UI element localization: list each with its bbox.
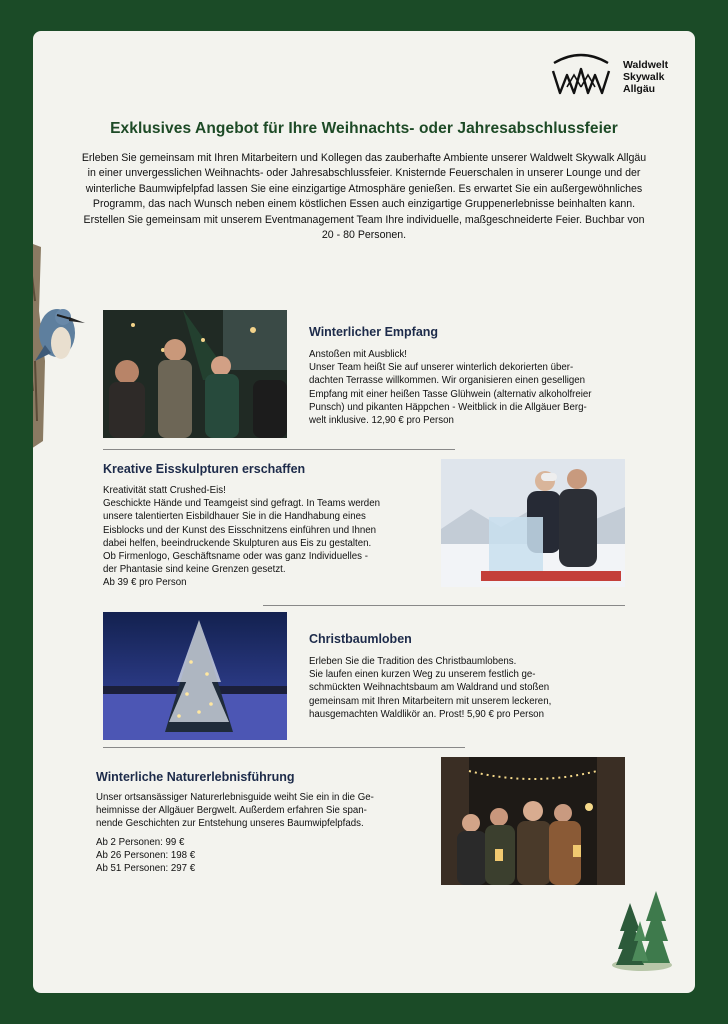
photo-winter-reception [103,310,287,438]
body-line: schmückten Weihnachtsbaum am Waldrand und stoßen [309,682,550,694]
body-line: nende Geschichten zur Entstehung unseres Baumwipfelpfads. [96,818,364,830]
body-line: Ab 39 € pro Person [103,577,187,589]
nuthatch-bird-illustration [33,241,85,451]
body-line: Sie laufen einen kurzen Weg zu unserem festlich ge- [309,669,536,681]
section-body-winterlicher-empfang [309,348,659,427]
section-title-naturerlebnisfuehrung: Winterliche Naturerlebnisführung [96,770,295,784]
logo-mark-icon [550,53,612,99]
section-title-winterlicher-empfang: Winterlicher Empfang [309,325,439,339]
intro-text: Erleben Sie gemeinsam mit Ihren Mitarbeitern und Kollegen das zauberhafte Ambiente unserer Waldwelt Skywalk Allgäu in einer unvergesslichen Weihnachts- oder Jahresabschlussfeier. Knisternde Feuerschalen in unserer Lounge und der winterliche Baumwipfelpfad lassen Sie eine einzigartige Atmosphäre genießen. Es erwartet Sie ein außergewöhnliches Programm, das nach Wunsch neben einem köstlichen Essen auch einzigartige Gruppenerlebnisse beinhalten kann. Erstellen Sie gemeinsam mit unserem Eventmanagement Team Ihre individuelle, maßgeschneiderte Feier. Buchbar von 20 - 80 Personen. [81,152,647,242]
page-title: Exklusives Angebot für Ihre Weihnachts- oder Jahresabschlussfeier [110,120,618,137]
body-line: der Phantasie sind keine Grenzen gesetzt. [103,564,286,576]
body-line: Kreativität statt Crushed-Eis! [103,485,226,496]
body-line: Ob Firmenlogo, Geschäftsname oder was ganz Individuelles - [103,551,368,563]
body-line: Anstoßen mit Ausblick! [309,349,407,360]
body-line: Punsch) und pikanten Häppchen - Weitblick in die Allgäuer Berg- [309,401,587,413]
logo [550,53,670,103]
body-line: unsere talentierten Eisbildhauer Sie in die Handhabung eines [103,511,366,523]
logo-line-3: Allgäu [623,83,656,95]
price-list [96,836,296,876]
body-line: welt inklusive. 12,90 € pro Person [309,415,454,427]
body-line: hausgemachten Waldlikör an. Prost! 5,90 € pro Person [309,708,544,720]
body-line: Unser Team heißt Sie auf unserer winterlich dekorierten über- [309,362,574,374]
body-line: dabei helfen, beeindruckende Skulpturen aus Eis zu gestalten. [103,537,372,549]
fir-trees-illustration [610,891,680,971]
price-item: Ab 2 Personen: 99 € [96,837,185,848]
divider [263,605,625,606]
flyer-page [33,31,695,993]
body-line: Empfang mit einer heißen Tasse Glühwein (alternativ alkoholfreier [309,388,592,400]
logo-line-1: Waldwelt [623,59,669,71]
divider [103,747,465,748]
section-body-christbaumloben [309,655,659,721]
photo-guided-tour [441,757,625,885]
body-line: Unser ortsansässiger Naturerlebnisguide weiht Sie ein in die Ge- [96,792,374,803]
body-line: Eisblocks und der Kunst des Eisschnitzens einführen und Ihnen [103,524,377,536]
price-item: Ab 51 Personen: 297 € [96,863,196,875]
body-line: Geschickte Hände und Teamgeist sind gefragt. In Teams werden [103,498,380,510]
body-line: heimnisse der Allgäuer Bergwelt. Außerdem erfahren Sie span- [96,805,367,817]
photo-christmas-tree [103,612,287,740]
body-line: dachten Terrasse willkommen. Wir organisieren einen geselligen [309,375,586,387]
logo-line-2: Skywalk [623,71,665,83]
section-title-eisskulpturen: Kreative Eisskulpturen erschaffen [103,462,306,476]
divider [103,449,455,450]
body-line: gemeinsam mit Ihren Mitarbeitern mit unserem leckeren, [309,695,552,707]
section-body-naturerlebnisfuehrung [96,791,446,831]
body-line: Erleben Sie die Tradition des Christbaumlobens. [309,656,517,667]
price-item: Ab 26 Personen: 198 € [96,850,196,862]
photo-ice-sculpture [441,459,625,587]
section-body-eisskulpturen [103,484,453,590]
section-title-christbaumloben: Christbaumloben [309,632,412,646]
